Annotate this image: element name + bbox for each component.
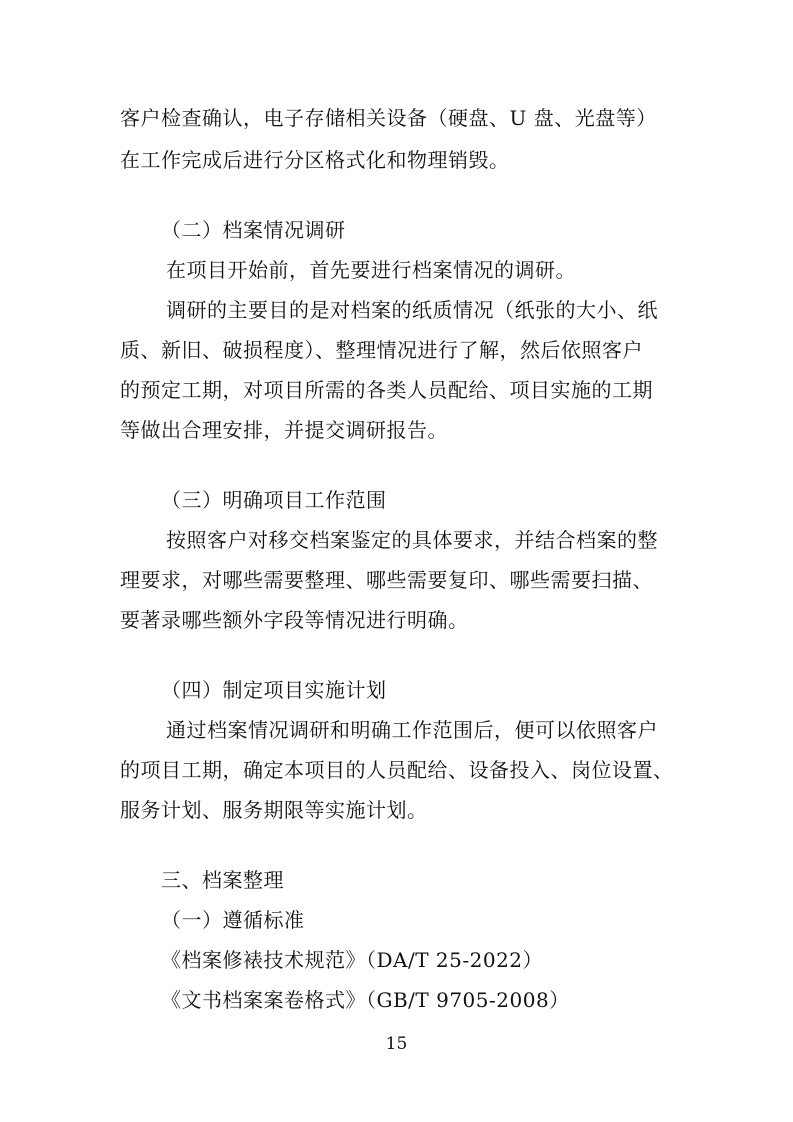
standard-item-2: 《文书档案案卷格式》（GB/T 9705-2008） (161, 988, 570, 1012)
continuation-line-2: 在工作完成后进行分区格式化和物理销毁。 (120, 148, 510, 172)
section-2-paragraph-1: 在项目开始前，首先要进行档案情况的调研。 (166, 258, 576, 282)
section-4-paragraph-line-1: 通过档案情况调研和明确工作范围后，便可以依照客户 (166, 718, 658, 742)
continuation-line-1: 客户检查确认，电子存储相关设备（硬盘、U 盘、光盘等） (120, 106, 657, 130)
section-3-paragraph-line-2: 理要求，对哪些需要整理、哪些需要复印、哪些需要扫描、 (120, 568, 653, 592)
section-4-paragraph-line-2: 的项目工期，确定本项目的人员配给、设备投入、岗位设置、 (120, 758, 674, 782)
section-3-paragraph-line-3: 要著录哪些额外字段等情况进行明确。 (120, 608, 469, 632)
section-2-paragraph-2-line-1: 调研的主要目的是对档案的纸质情况（纸张的大小、纸 (166, 298, 658, 322)
section-2-paragraph-2-line-2: 质、新旧、破损程度）、整理情况进行了解，然后依照客户 (120, 338, 643, 362)
section-2-paragraph-2-line-3: 的预定工期，对项目所需的各类人员配给、项目实施的工期 (120, 378, 653, 402)
section-4-heading: （四）制定项目实施计划 (161, 678, 387, 702)
page-number: 15 (385, 1034, 408, 1054)
chapter-3-subheading: （一）遵循标准 (161, 908, 305, 932)
standard-item-1: 《档案修裱技术规范》（DA/T 25-2022） (161, 948, 544, 972)
section-3-heading: （三）明确项目工作范围 (161, 488, 387, 512)
section-2-heading: （二）档案情况调研 (161, 218, 346, 242)
section-3-paragraph-line-1: 按照客户对移交档案鉴定的具体要求，并结合档案的整 (166, 528, 658, 552)
section-4-paragraph-line-3: 服务计划、服务期限等实施计划。 (120, 798, 428, 822)
section-2-paragraph-2-line-4: 等做出合理安排，并提交调研报告。 (120, 418, 448, 442)
chapter-3-heading: 三、档案整理 (161, 868, 284, 892)
